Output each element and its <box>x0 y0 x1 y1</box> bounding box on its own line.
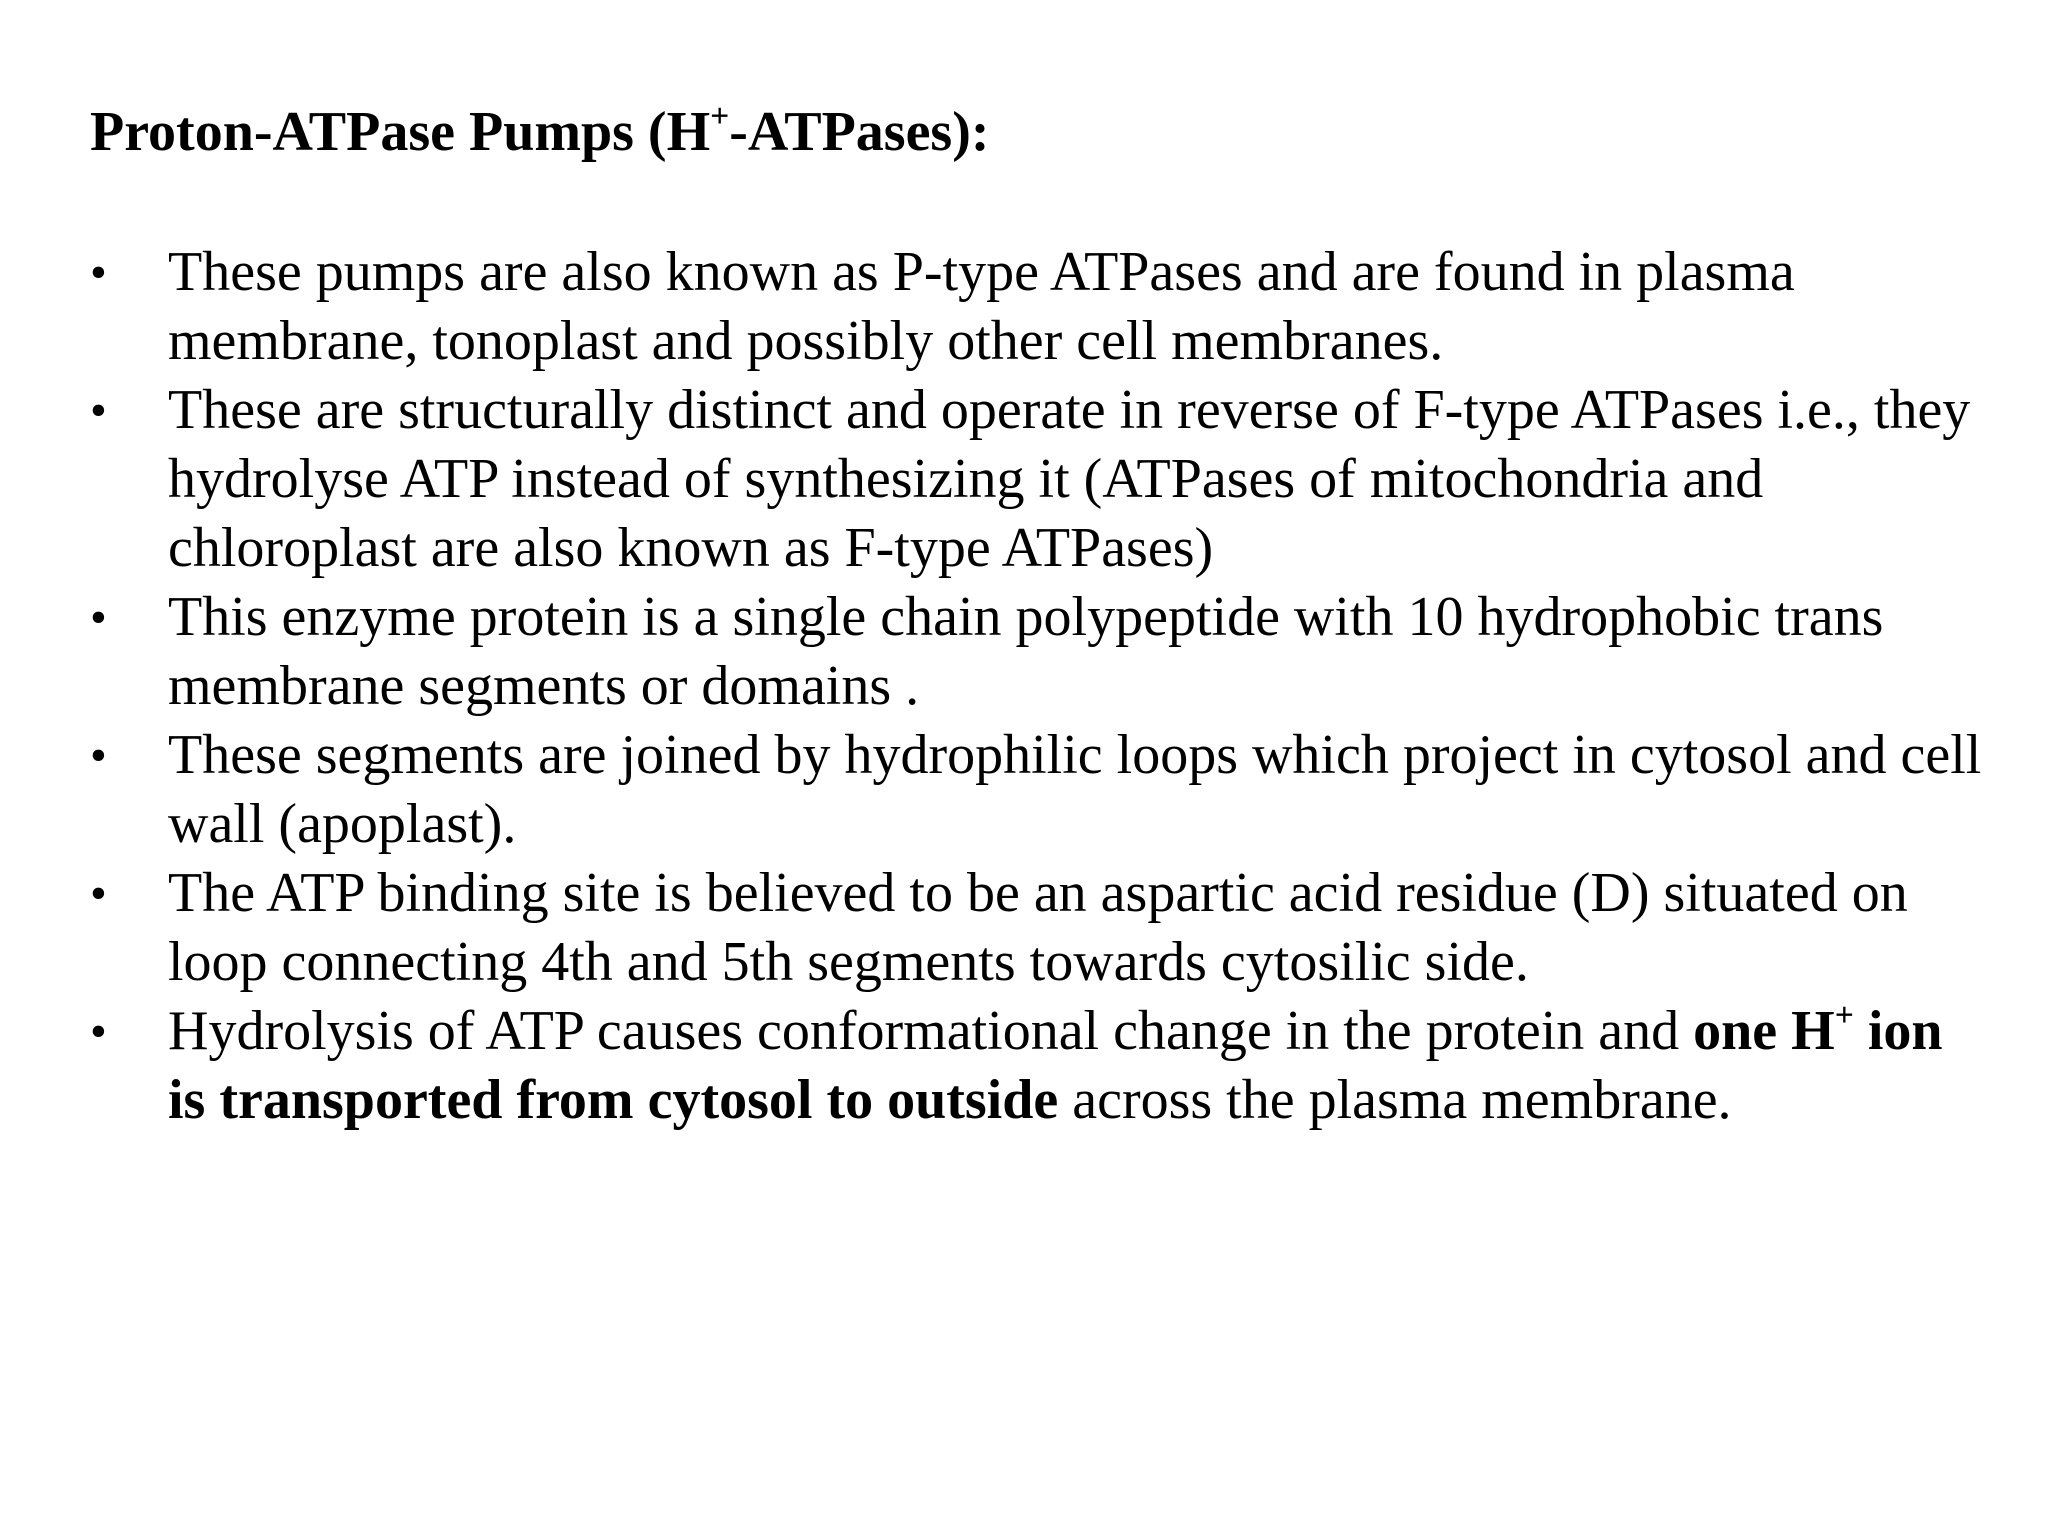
bullet-marker: • <box>90 591 107 644</box>
title-suffix: -ATPases): <box>729 101 990 163</box>
title-superscript: + <box>710 97 730 135</box>
bullet-text: These pumps are also known as P-type ATPases and are found in plasma membrane, tonoplast and possibly other cell membranes. <box>168 241 1795 372</box>
bullet-marker: • <box>90 384 107 437</box>
bullet-text-superscript: + <box>1834 996 1854 1034</box>
bullet-marker: • <box>90 246 107 299</box>
bullet-item-1 <box>90 238 1990 376</box>
bullet-item-5 <box>90 859 1990 997</box>
bullet-text: These are structurally distinct and operate in reverse of F-type ATPases i.e., they hydrolyse ATP instead of synthesizing it (ATPases of mitochondria and chloroplast are also known as F-type ATPases) <box>168 379 1971 579</box>
bullet-text: The ATP binding site is believed to be an aspartic acid residue (D) situated on loop connecting 4th and 5th segments towards cytosilic side. <box>168 862 1908 993</box>
bullet-text-part-1: Hydrolysis of ATP causes conformational change in the protein and <box>168 1000 1694 1062</box>
bullet-text: This enzyme protein is a single chain polypeptide with 10 hydrophobic trans membrane segments or domains . <box>168 586 1884 717</box>
bullet-item-2 <box>90 376 1990 583</box>
bullet-text: These segments are joined by hydrophilic loops which project in cytosol and cell wall (apoplast). <box>168 724 1982 855</box>
bullet-marker: • <box>90 1005 107 1058</box>
bullet-marker: • <box>90 729 107 782</box>
bullet-item-4 <box>90 721 1990 859</box>
bullet-item-6 <box>90 997 1990 1135</box>
slide-title <box>90 98 990 166</box>
bullet-text <box>168 996 1943 1131</box>
bullet-text-bold-1: one H <box>1693 1000 1835 1062</box>
bullet-marker: • <box>90 867 107 920</box>
bullet-text-part-2: across the plasma membrane. <box>1058 1069 1732 1131</box>
bullet-list <box>90 238 1990 1135</box>
title-prefix: Proton-ATPase Pumps (H <box>90 101 711 163</box>
bullet-text-bold-2: ion is transported from cytosol to outside <box>168 1000 1943 1131</box>
bullet-item-3 <box>90 583 1990 721</box>
